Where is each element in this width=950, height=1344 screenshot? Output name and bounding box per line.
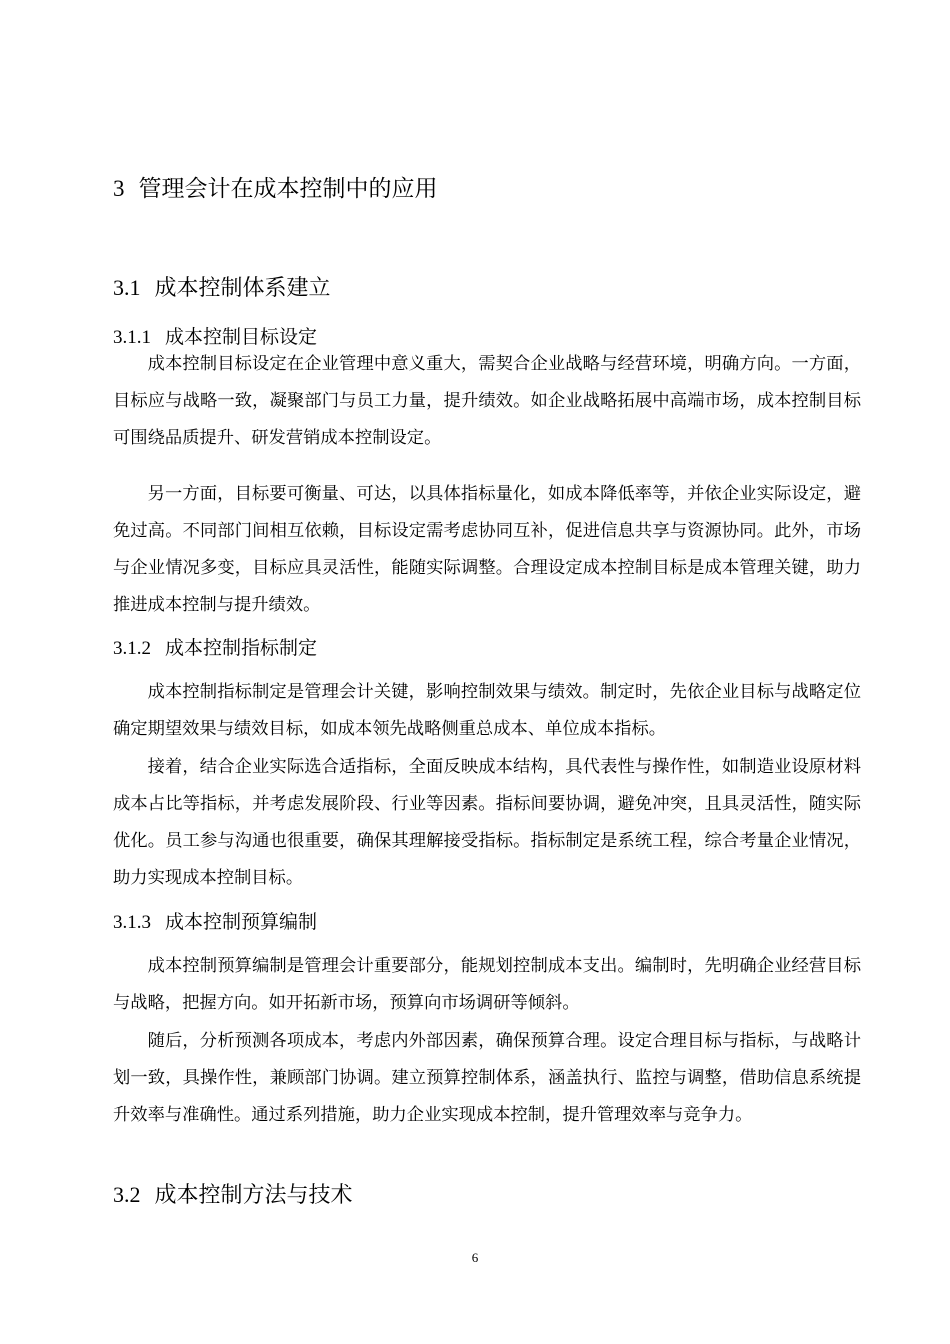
paragraph-3-1-3-b: 随后，分析预测各项成本，考虑内外部因素，确保预算合理。设定合理目标与指标，与战略计划一致，具操作性，兼顾部门协调。建立预算控制体系，涵盖执行、监控与调整，借助信息系统提升效率与准确性。通过系列措施，助力企业实现成本控制，提升管理效率与竞争力。 [113,1031,861,1125]
subsection-heading-3-1-2 [113,634,317,663]
section-title: 成本控制体系建立 [154,276,331,301]
subsection-title: 成本控制指标制定 [165,637,318,659]
section-heading-3-2 [113,1180,353,1211]
subsection-title: 成本控制预算编制 [165,911,318,933]
subsection-number: 3.1.3 [113,912,151,933]
section-heading-3-1 [113,273,331,304]
section-title: 成本控制方法与技术 [154,1183,353,1208]
chapter-number: 3 [113,176,125,201]
subsection-title: 成本控制目标设定 [165,326,318,348]
section-number: 3.2 [113,1182,141,1207]
section-number: 3.1 [113,275,141,300]
chapter-title: 管理会计在成本控制中的应用 [138,176,438,202]
subsection-heading-3-1-3 [113,908,317,937]
paragraph-3-1-2-a: 成本控制指标制定是管理会计关键，影响控制效果与绩效。制定时，先依企业目标与战略定位确定期望效果与绩效目标，如成本领先战略侧重总成本、单位成本指标。 [113,682,861,739]
paragraph-3-1-3-a: 成本控制预算编制是管理会计重要部分，能规划控制成本支出。编制时，先明确企业经营目标与战略，把握方向。如开拓新市场，预算向市场调研等倾斜。 [113,956,861,1013]
chapter-heading [113,172,438,206]
paragraph-3-1-2-b: 接着，结合企业实际选合适指标，全面反映成本结构，具代表性与操作性，如制造业设原材料成本占比等指标，并考虑发展阶段、行业等因素。指标间要协调，避免冲突，且具灵活性，随实际优化。员工参与沟通也很重要，确保其理解接受指标。指标制定是系统工程，综合考量企业情况，助力实现成本控制目标。 [113,757,861,888]
subsection-number: 3.1.2 [113,638,151,659]
subsection-number: 3.1.1 [113,327,151,348]
page-number: 6 [471,1250,479,1265]
paragraph-3-1-1-a: 成本控制目标设定在企业管理中意义重大，需契合企业战略与经营环境，明确方向。一方面，目标应与战略一致，凝聚部门与员工力量，提升绩效。如企业战略拓展中高端市场，成本控制目标可围绕品质提升、研发营销成本控制设定。 [113,354,861,448]
paragraph-3-1-1-b: 另一方面，目标要可衡量、可达，以具体指标量化，如成本降低率等，并依企业实际设定，避免过高。不同部门间相互依赖，目标设定需考虑协同互补，促进信息共享与资源协同。此外，市场与企业情况多变，目标应具灵活性，能随实际调整。合理设定成本控制目标是成本管理关键，助力推进成本控制与提升绩效。 [113,484,861,615]
